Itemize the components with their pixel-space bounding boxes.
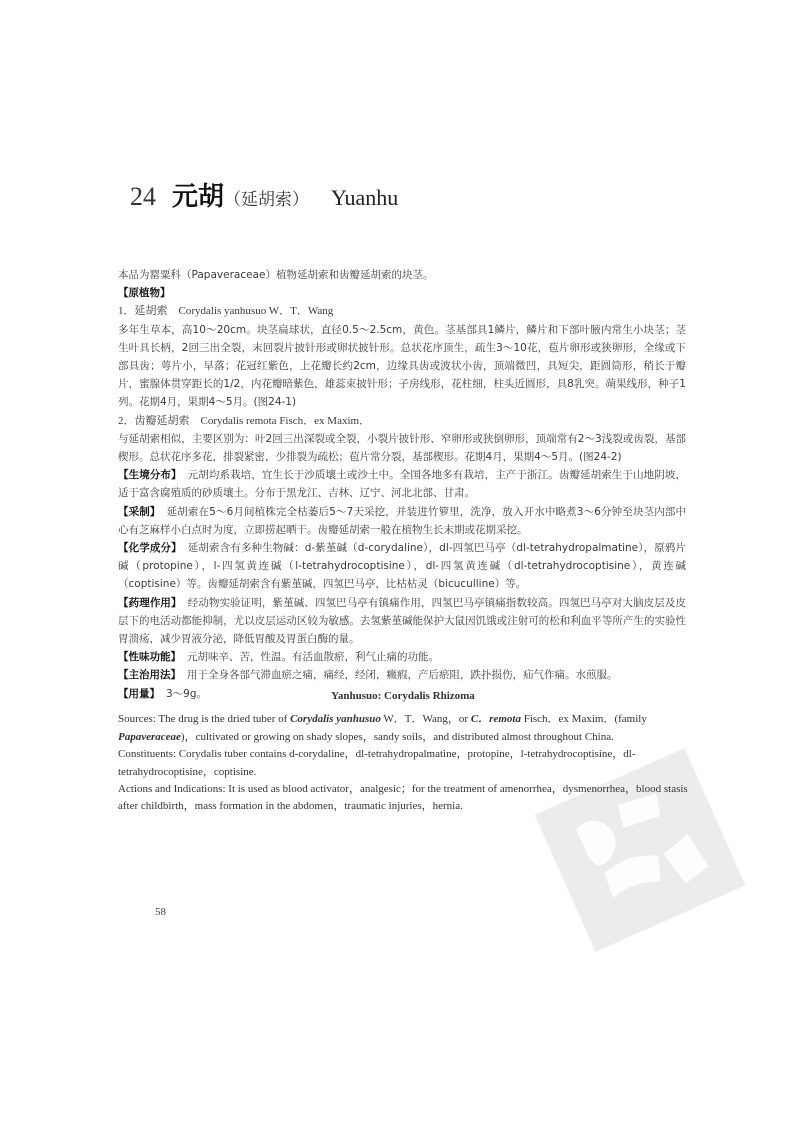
intro-paragraph: 本品为罂粟科（Papaveraceae）植物延胡索和齿瓣延胡索的块茎。 bbox=[118, 269, 434, 281]
monograph-title bbox=[130, 176, 398, 213]
chinese-text-body bbox=[118, 266, 686, 703]
species1-description: 多年生草本，高10～20cm。块茎扁球状，直径0.5～2.5cm，黄色。茎基部具1鳞片，鳞片和下部叶腋内常生小块茎；茎生叶具长柄，2回三出全裂，末回裂片披针形或卵状披针形。总状花序顶生，疏生3～10花，苞片卵形或狭卵形，全缘或下部具齿；萼片小，早落；花冠红紫色，上花瓣长约2cm，边缘具齿或波状小齿，顶端微凹，具短尖，距圆筒形，稍长于瓣片，蜜腺体贯穿距长的1/2，内花瓣暗紫色，雄蕊束披针形；子房线形，花柱细，柱头近圆形，具8乳突。蒴果线形，种子1列。花期4月，果期4～5月。(图24-1) bbox=[118, 323, 686, 409]
section-chemistry bbox=[118, 539, 686, 594]
species2-description: 与延胡索相似，主要区别为：叶2回三出深裂或全裂，小裂片披针形、窄卵形或狭倒卵形，顶端常有2～3浅裂或齿裂，基部楔形。总状花序多花，排裂紧密，少排裂为疏松；苞片常分裂，基部楔形。花期4月，果期4～5月。(图24-2) bbox=[118, 432, 686, 464]
entry-number: 24 bbox=[130, 182, 156, 211]
section-properties bbox=[118, 648, 686, 666]
section-text: 3～9g。 bbox=[166, 687, 208, 700]
section-text: 元胡味辛、苦，性温。有活血散瘀，利气止痛的功能。 bbox=[187, 651, 439, 664]
section-collection bbox=[118, 503, 686, 539]
section-text: 元胡均系栽培，宜生长于沙质壤土或沙土中。全国各地多有栽培，主产于浙江。齿瓣延胡索生于山地阴坡，适于富含腐殖质的砂质壤土。分布于黑龙江、吉林、辽宁、河北北部、甘肃。 bbox=[118, 469, 687, 500]
english-title: Yanhusuo: Corydalis Rhizoma bbox=[331, 690, 475, 702]
species-name: C．remota bbox=[470, 713, 521, 726]
section-label: 【用量】 bbox=[118, 687, 160, 700]
section-label: 【生境分布】 bbox=[118, 469, 182, 482]
section-text: 用于全身各部气滞血瘀之痛，痛经，经闭，癥瘕，产后瘀阻，跌扑损伤，疝气作痛。水煎服。 bbox=[187, 669, 618, 682]
species1-title: 1．延胡索 Corydalis yanhusuo W．T．Wang bbox=[118, 305, 334, 318]
section-text: 延胡索含有多种生物碱：d-紫堇碱（d-corydaline），dl-四氢巴马亭（dl-tetrahydropalmatine），原鸦片碱（protopine），l-四氢黄连碱（l-tetrahydrocoptisine），dl-四氢黄连碱（dl-tetrahydrocoptisine），黄连碱（coptisine）等。齿瓣延胡索含有紫堇碱，四氢巴马亭，比枯枯灵（bicuculline）等。 bbox=[118, 542, 687, 591]
english-constituents: Constituents: Corydalis tuber contains d-corydaline，dl-tetrahydropalmatine，protopine，l-tetrahydrocoptisine，dl-tetrahydrocoptisine，coptisine. bbox=[118, 748, 636, 778]
herb-name: 元胡 bbox=[172, 182, 225, 212]
family-name: Papaveraceae bbox=[118, 730, 181, 743]
page-number: 58 bbox=[155, 906, 166, 918]
species-name: Corydalis yanhusuo bbox=[290, 713, 381, 726]
section-label: 【化学成分】 bbox=[118, 542, 182, 555]
section-text: 经动物实验证明，紫堇碱、四氢巴马亭有镇痛作用，四氢巴马亭镇痛指数较高。四氢巴马亭对大脑皮层及皮层下的电活动都能抑制，尤以皮层运动区较为敏感。去氢紫堇碱能保护大鼠因饥饿或注射可的松和利血平等所产生的实验性胃溃疡，减少胃液分泌，降低胃酸及胃蛋白酶的量。 bbox=[118, 596, 687, 646]
section-label: 【主治用法】 bbox=[118, 669, 181, 682]
english-sources: Sources: The drug is the dried tuber of Corydalis yanhusuo W．T．Wang，or C．remota Fisch．ex Maxim．(family Papaveraceae)，cultivated or growing on shady slopes，sandy soils，and distributed almost throughout China. bbox=[118, 713, 647, 743]
section-habitat bbox=[118, 466, 686, 502]
section-label: 【药理作用】 bbox=[118, 596, 182, 609]
species2-title: 2．齿瓣延胡索 Corydalis remota Fisch．ex Maxim． bbox=[118, 414, 371, 427]
herb-pinyin: Yuanhu bbox=[331, 185, 399, 210]
origin-label: 【原植物】 bbox=[118, 287, 171, 300]
section-label: 【性味功能】 bbox=[118, 651, 181, 664]
english-actions: Actions and Indications: It is used as blood activator，analgesic；for the treatment of amenorrhea，dysmenorrhea，blood stasis after childbirth，mass formation in the abdomen，traumatic injuries，hernia. bbox=[118, 783, 688, 813]
section-pharmacology bbox=[118, 594, 686, 649]
herb-alias: （延胡索） bbox=[224, 190, 310, 210]
origin-heading bbox=[118, 284, 686, 302]
section-indications bbox=[118, 666, 686, 684]
section-label: 【采制】 bbox=[118, 505, 161, 518]
english-summary bbox=[118, 688, 688, 816]
section-text: 延胡索在5～6月间植株完全枯萎后5～7天采挖，并装进竹箩里，洗净，放入开水中略煮3～6分钟至块茎内部中心有芝麻样小白点时为度，立即捞起晒干。齿瓣延胡索一般在植物生长末期或花期采挖。 bbox=[118, 505, 687, 536]
